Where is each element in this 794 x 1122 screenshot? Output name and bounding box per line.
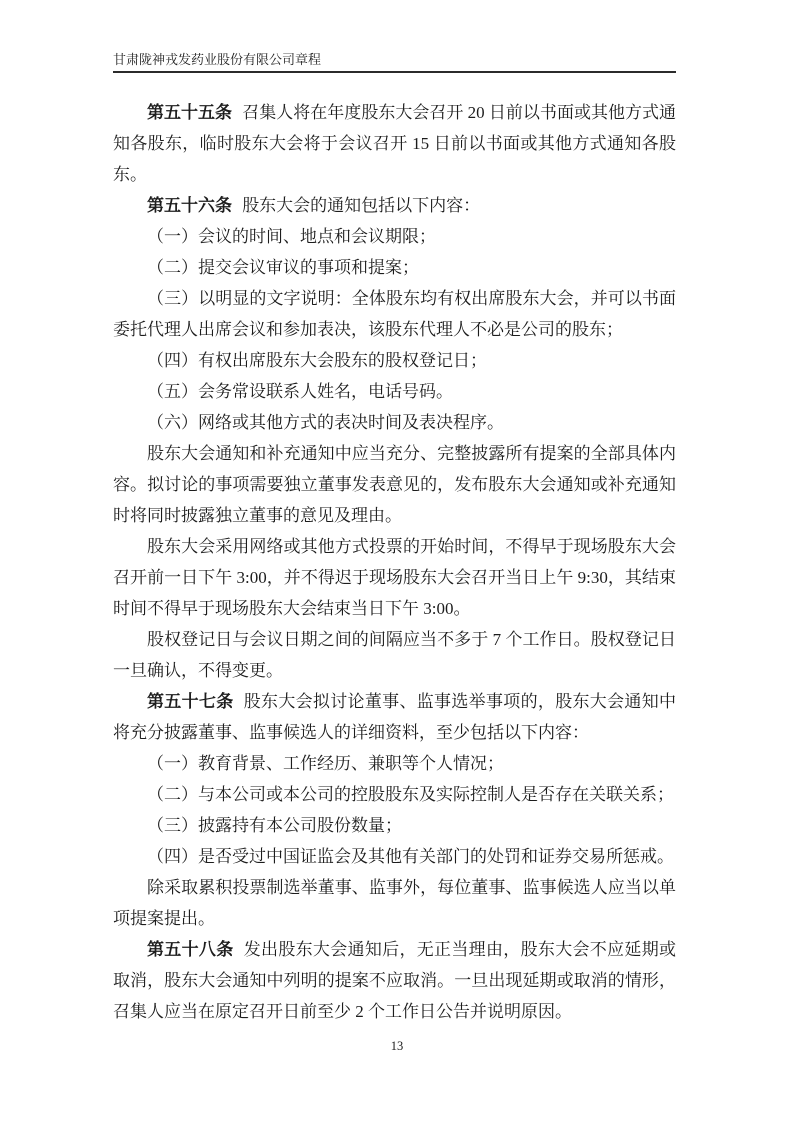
article-number: 第五十五条 — [147, 103, 233, 122]
paragraph-text: （四）是否受过中国证监会及其他有关部门的处罚和证券交易所惩戒。 — [147, 847, 674, 866]
paragraph-text: （一）教育背景、工作经历、兼职等个人情况； — [147, 754, 504, 773]
paragraph — [113, 438, 676, 531]
paragraph — [113, 531, 676, 624]
list-item-6 — [113, 407, 676, 438]
paragraph-text: 除采取累积投票制选举董事、监事外，每位董事、监事候选人应当以单项提案提出。 — [113, 878, 676, 928]
paragraph — [113, 624, 676, 686]
list-item-5 — [113, 376, 676, 407]
paragraph-text: 股权登记日与会议日期之间的间隔应当不多于 7 个工作日。股权登记日一旦确认，不得变更。 — [113, 630, 676, 680]
paragraph-article-56 — [113, 190, 676, 221]
list-item-2 — [113, 779, 676, 810]
paragraph-text: （一）会议的时间、地点和会议期限； — [147, 227, 436, 246]
list-item-3 — [113, 283, 676, 345]
paragraph — [113, 872, 676, 934]
article-number: 第五十六条 — [147, 196, 232, 215]
page-number: 13 — [390, 1039, 404, 1053]
list-item-4 — [113, 345, 676, 376]
paragraph-text: 发出股东大会通知后，无正当理由，股东大会不应延期或取消，股东大会通知中列明的提案不应取消。一旦出现延期或取消的情形，召集人应当在原定召开日前至少 2 个工作日公告并说明原因。 — [113, 940, 677, 1021]
document-body — [113, 97, 676, 1027]
list-item-4 — [113, 841, 676, 872]
article-number: 第五十八条 — [147, 940, 234, 959]
paragraph-text: 股东大会拟讨论董事、监事选举事项的，股东大会通知中将充分披露董事、监事候选人的详细资料，至少包括以下内容： — [113, 692, 677, 742]
paragraph-article-57 — [113, 686, 676, 748]
list-item-1 — [113, 748, 676, 779]
header-rule — [113, 71, 676, 73]
paragraph-text: （六）网络或其他方式的表决时间及表决程序。 — [147, 413, 504, 432]
paragraph-text: （二）提交会议审议的事项和提案； — [147, 258, 419, 277]
list-item-3 — [113, 810, 676, 841]
paragraph-text: （二）与本公司或本公司的控股股东及实际控制人是否存在关联关系； — [147, 785, 674, 804]
list-item-1 — [113, 221, 676, 252]
paragraph-text: （四）有权出席股东大会股东的股权登记日； — [147, 351, 487, 370]
paragraph-text: 股东大会采用网络或其他方式投票的开始时间，不得早于现场股东大会召开前一日下午 3:00，并不得迟于现场股东大会召开当日上午 9:30，其结束时间不得早于现场股东大会结束当日下午 3:00。 — [113, 537, 676, 618]
paragraph-text: 召集人将在年度股东大会召开 20 日前以书面或其他方式通知各股东，临时股东大会将于会议召开 15 日前以书面或其他方式通知各股东。 — [113, 103, 677, 184]
list-item-2 — [113, 252, 676, 283]
article-number: 第五十七条 — [147, 692, 234, 711]
paragraph-article-55 — [113, 97, 676, 190]
paragraph-text: （三）以明显的文字说明：全体股东均有权出席股东大会，并可以书面委托代理人出席会议和参加表决，该股东代理人不必是公司的股东； — [113, 289, 676, 339]
paragraph-text: （五）会务常设联系人姓名，电话号码。 — [147, 382, 453, 401]
header-title: 甘肃陇神戎发药业股份有限公司章程 — [113, 52, 322, 67]
page-footer — [0, 1037, 794, 1055]
page-header — [113, 52, 676, 73]
paragraph-article-58 — [113, 934, 676, 1027]
paragraph-text: （三）披露持有本公司股份数量； — [147, 816, 402, 835]
paragraph-text: 股东大会通知和补充通知中应当充分、完整披露所有提案的全部具体内容。拟讨论的事项需要独立董事发表意见的，发布股东大会通知或补充通知时将同时披露独立董事的意见及理由。 — [113, 444, 676, 525]
paragraph-text: 股东大会的通知包括以下内容： — [242, 196, 481, 215]
